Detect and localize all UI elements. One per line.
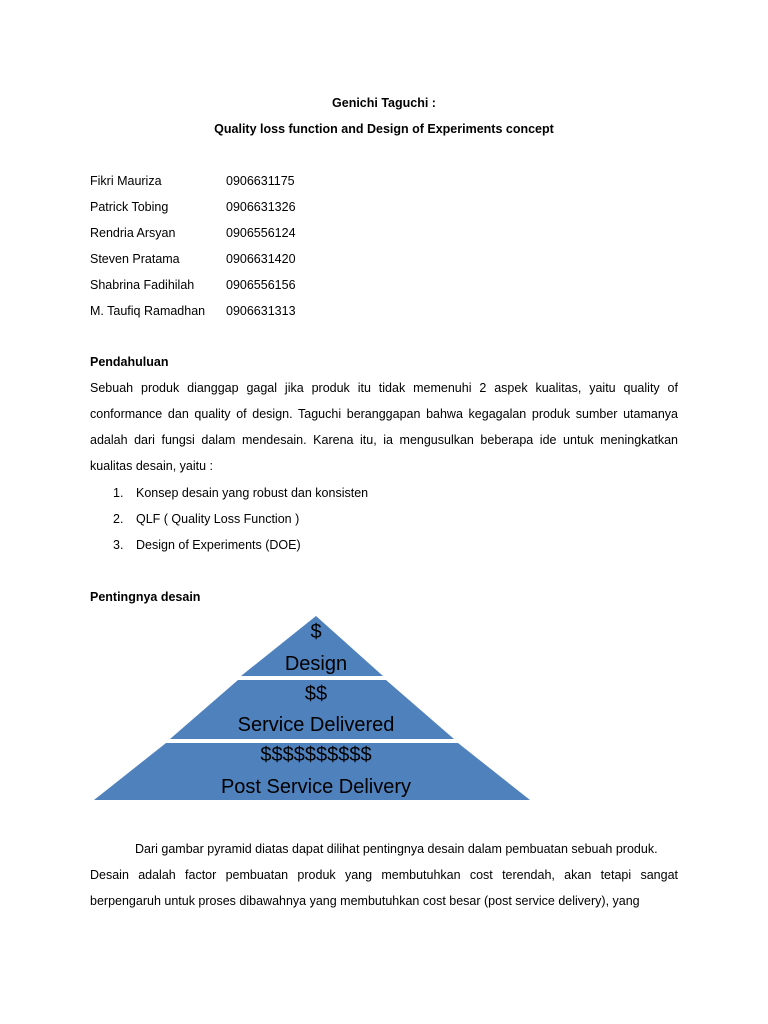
pyramid-cost-service-delivered: $$ xyxy=(304,683,328,705)
list-item-number: 3. xyxy=(113,538,124,552)
pyramid-cost-post-service: $$$$$$$$$$ xyxy=(260,744,372,766)
member-name: Shabrina Fadihilah xyxy=(90,278,195,292)
member-nim: 0906631420 xyxy=(226,252,296,266)
list-item-text: Design of Experiments (DOE) xyxy=(136,538,301,552)
member-nim: 0906631326 xyxy=(226,200,296,214)
member-nim: 0906556124 xyxy=(226,226,296,240)
title-line-1: Genichi Taguchi : xyxy=(332,96,436,110)
list-item-number: 2. xyxy=(113,512,124,526)
member-name: Fikri Mauriza xyxy=(90,174,162,188)
intro-heading: Pendahuluan xyxy=(90,355,169,369)
member-name: Patrick Tobing xyxy=(90,200,169,214)
member-name: Steven Pratama xyxy=(90,252,180,266)
conclusion-rest: Desain adalah factor pembuatan produk yang membutuhkan cost terendah, akan tetapi sangat berpengaruh untuk proses dibawahnya yang membutuhkan cost besar (post service delivery), yang xyxy=(90,868,678,908)
conclusion-line-1: Dari gambar pyramid diatas dapat dilihat pentingnya desain dalam pembuatan sebuah produk. xyxy=(135,842,658,856)
list-item-number: 1. xyxy=(113,486,124,500)
member-nim: 0906631175 xyxy=(226,174,295,188)
intro-paragraph-text: Sebuah produk dianggap gagal jika produk itu tidak memenuhi 2 aspek kualitas, yaitu quality of conformance dan quality of design. Taguchi beranggapan bahwa kegagalan produk sumber utamanya adalah dari fungsi dalam mendesain. Karena itu, ia mengusulkan beberapa ide untuk meningkatkan kualitas desain, yaitu : xyxy=(90,381,678,473)
member-nim: 0906631313 xyxy=(226,304,296,318)
member-nim: 0906556156 xyxy=(226,278,296,292)
list-item-text: Konsep desain yang robust dan konsisten xyxy=(136,486,369,500)
pyramid-label-design: Design xyxy=(284,653,348,675)
pyramid-label-service-delivered: Service Delivered xyxy=(237,714,395,736)
title-line-2: Quality loss function and Design of Experiments concept xyxy=(214,122,554,136)
member-name: Rendria Arsyan xyxy=(90,226,176,240)
member-name: M. Taufiq Ramadhan xyxy=(90,304,206,318)
pyramid-label-post-service: Post Service Delivery xyxy=(220,776,412,798)
list-item-text: QLF ( Quality Loss Function ) xyxy=(136,512,300,526)
design-heading: Pentingnya desain xyxy=(90,590,201,604)
conclusion-paragraph xyxy=(90,836,678,914)
pyramid-cost-design: $ xyxy=(310,621,322,643)
